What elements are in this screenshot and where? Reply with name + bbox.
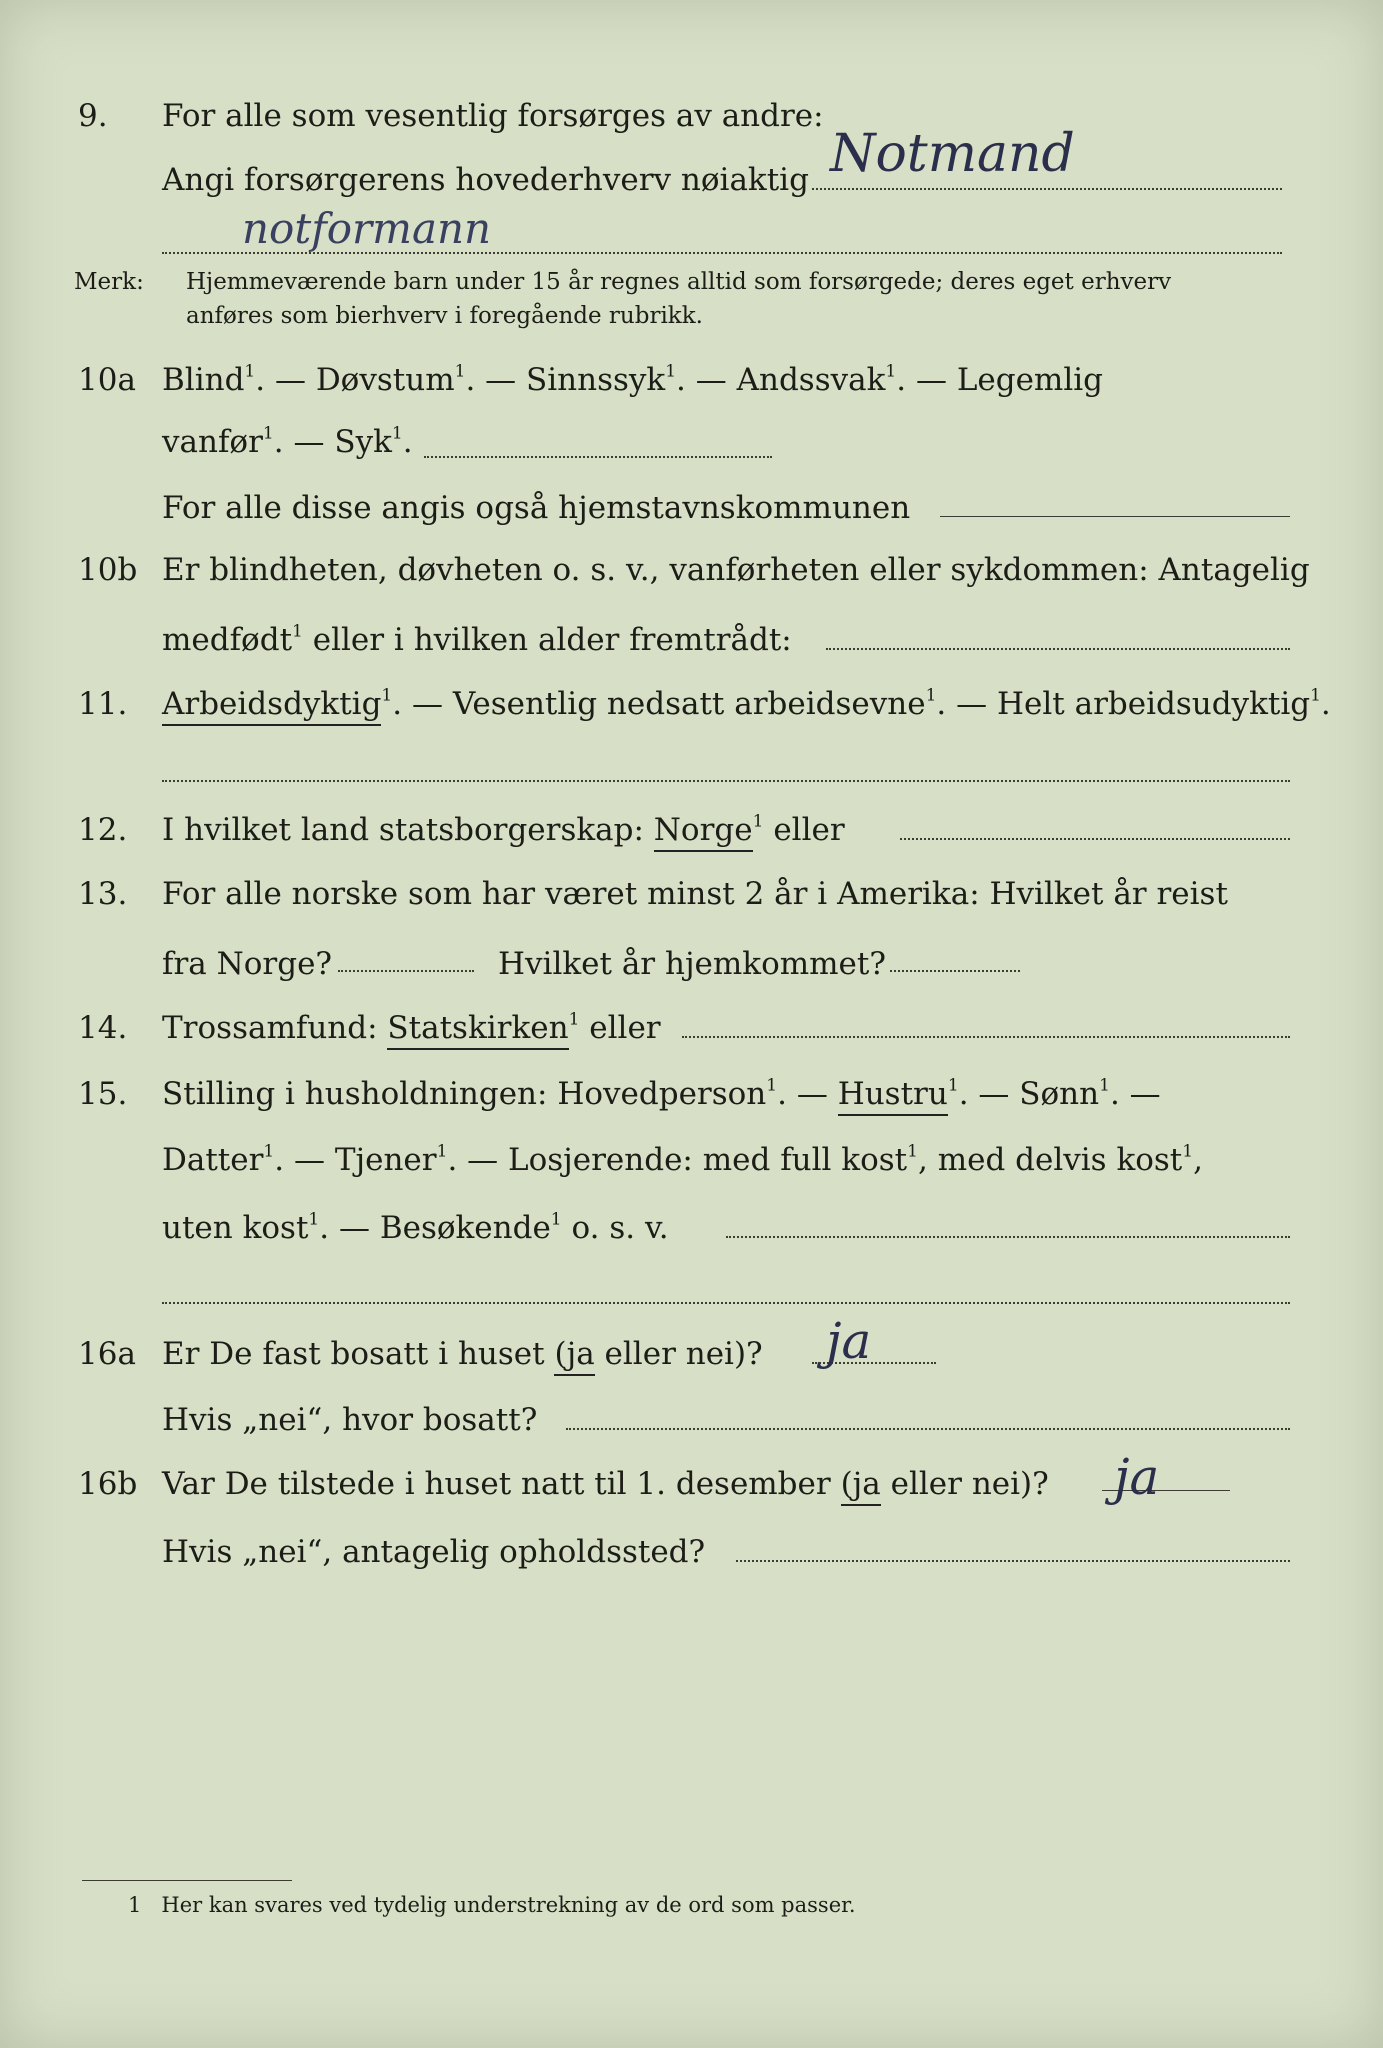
option-hovedperson[interactable]: Hovedperson (557, 1076, 767, 1112)
q15-losjerende: Losjerende: (508, 1142, 693, 1178)
q15-osv: o. s. v. (571, 1210, 669, 1246)
q13-reist-line (338, 970, 474, 972)
merk-row-2 (0, 300, 1383, 350)
option-syk[interactable]: Syk (334, 424, 392, 460)
q12-row: 12. I hvilket land statsborgerskap: Norge$^1$ eller (0, 808, 1383, 858)
option-besokende[interactable]: Besøkende (379, 1210, 551, 1246)
q9-number: 9. (78, 98, 108, 134)
option-blind[interactable]: Blind (162, 362, 245, 398)
q16b-row-1 (0, 1462, 1383, 1512)
option-16a-ja[interactable]: (ja (554, 1336, 594, 1376)
option-statskirken[interactable]: Statskirken (387, 1010, 568, 1050)
option-tjener[interactable]: Tjener (334, 1142, 437, 1178)
q16b-text: Var De tilstede i huset natt til 1. desember (162, 1466, 831, 1502)
q14-answer-line (682, 1036, 1290, 1038)
q9-row-2 (0, 158, 1383, 208)
q16a-row-1 (0, 1332, 1383, 1382)
q14-text: Trossamfund: (162, 1010, 378, 1046)
option-vanfor[interactable]: vanfør (162, 424, 263, 460)
q10a-syk-line (424, 456, 772, 458)
q16a-hvis: Hvis „nei“, hvor bosatt? (162, 1402, 538, 1438)
q15-answer-line-2 (162, 1302, 1290, 1304)
footnote-rule (82, 1880, 292, 1881)
option-delvis-kost[interactable]: med delvis kost (937, 1142, 1183, 1178)
option-sinnssyk[interactable]: Sinnssyk (526, 362, 666, 398)
q10b-answer-line (826, 648, 1290, 650)
q16a-row-2 (0, 1398, 1383, 1448)
q10a-hjemstavn-line (940, 516, 1290, 517)
q10b-line-1: Er blindheten, døvheten o. s. v., vanførheten eller sykdommen: Antagelig (162, 552, 1310, 588)
q13-row-2 (0, 942, 1383, 992)
option-dovstum[interactable]: Døvstum (315, 362, 455, 398)
option-andssvak[interactable]: Andssvak (736, 362, 886, 398)
q11-row: 11. Arbeidsdyktig$^1$. — Vesentlig nedsatt arbeidsevne$^1$. — Helt arbeidsudyktig$^1$. (0, 682, 1383, 732)
q9-row-1 (0, 94, 1383, 144)
option-sonn[interactable]: Sønn (1019, 1076, 1100, 1112)
q14-number: 14. (78, 1010, 128, 1046)
option-uten-kost[interactable]: uten kost (162, 1210, 309, 1246)
q13-number: 13. (78, 876, 128, 912)
option-hustru[interactable]: Hustru (838, 1076, 948, 1116)
q16b-row-2 (0, 1530, 1383, 1580)
q13-row-1 (0, 872, 1383, 922)
footnote (128, 1890, 856, 1920)
q15-row-1: 15. Stilling i husholdningen: Hovedperson$^1$. — Hustru$^1$. — Sønn$^1$. — (0, 1072, 1383, 1122)
q11-number: 11. (78, 686, 128, 722)
q15-row-3: uten kost$^1$. — Besøkende$^1$ o. s. v. (162, 1209, 669, 1246)
q15-number: 15. (78, 1076, 128, 1112)
q9-line-2: Angi forsørgerens hovederhverv nøiaktig (162, 162, 809, 198)
q16a-text: Er De fast bosatt i huset (162, 1336, 545, 1372)
q9-handwritten-answer-1: Notmand (830, 124, 1075, 184)
option-full-kost[interactable]: med full kost (702, 1142, 908, 1178)
q15-row-2: Datter$^1$. — Tjener$^1$. — Losjerende: med full kost$^1$, med delvis kost$^1$, (162, 1141, 1203, 1178)
option-nedsatt[interactable]: Vesentlig nedsatt arbeidsevne (452, 686, 926, 722)
option-16b-ja[interactable]: (ja (841, 1466, 881, 1506)
q12-text: I hvilket land statsborgerskap: (162, 812, 644, 848)
q10a-row-1: 10a Blind$^1$. — Døvstum$^1$. — Sinnssyk$^1$. — Andssvak$^1$. — Legemlig (0, 358, 1383, 408)
q10b-row-2: medfødt$^1$ eller i hvilken alder fremtrådt: (162, 621, 792, 658)
q9-handwritten-answer-2: notformann (242, 204, 492, 253)
footnote-mark: 1 (128, 1893, 142, 1917)
option-udyktig[interactable]: Helt arbeidsudyktig (996, 686, 1311, 722)
q10b-line-2: eller i hvilken alder fremtrådt: (312, 622, 792, 658)
q14-row: 14. Trossamfund: Statskirken$^1$ eller (0, 1006, 1383, 1056)
option-norge[interactable]: Norge (654, 812, 753, 852)
q16a-text-2: eller nei)? (604, 1336, 763, 1372)
q10a-row-2: vanfør$^1$. — Syk$^1$. (162, 423, 413, 460)
q10b-row-1 (0, 548, 1383, 598)
option-legemlig[interactable]: Legemlig (956, 362, 1104, 398)
option-arbeidsdyktig[interactable]: Arbeidsdyktig (162, 686, 381, 726)
q11-answer-line (162, 780, 1290, 782)
q16b-number: 16b (78, 1466, 138, 1502)
q15-answer-line-1 (726, 1236, 1290, 1238)
q12-answer-line (900, 838, 1290, 840)
q16b-hvis: Hvis „nei“, antagelig opholdssted? (162, 1534, 706, 1570)
q10a-row-3 (0, 486, 1383, 536)
q10a-line-3: For alle disse angis også hjemstavnskommunen (162, 490, 911, 526)
q16b-handwritten-answer: ja (1114, 1448, 1160, 1506)
q16a-number: 16a (78, 1336, 136, 1372)
q10a-number: 10a (78, 362, 136, 398)
q10b-number: 10b (78, 552, 138, 588)
q9-line-1: For alle som vesentlig forsørges av andre: (162, 98, 824, 134)
merk-line-2: anføres som bierhverv i foregående rubrikk. (186, 303, 703, 329)
q13-hjemkommet-line (890, 970, 1020, 972)
q16a-bosatt-line (566, 1428, 1290, 1430)
q16b-opholdssted-line (736, 1560, 1290, 1562)
q13-hjemkommet: Hvilket år hjemkommet? (498, 946, 886, 982)
q15-text: Stilling i husholdningen: (162, 1076, 548, 1112)
q13-line-1: For alle norske som har været minst 2 år i Amerika: Hvilket år reist (162, 876, 1228, 912)
q12-eller: eller (773, 812, 845, 848)
q9-answer-line-1 (812, 188, 1282, 190)
q16a-handwritten-answer: ja (826, 1312, 872, 1370)
option-medfodt[interactable]: medfødt (162, 622, 293, 658)
footnote-text: Her kan svares ved tydelig understrekning av de ord som passer. (161, 1893, 856, 1917)
option-datter[interactable]: Datter (162, 1142, 264, 1178)
q16b-text-2: eller nei)? (890, 1466, 1049, 1502)
merk-line-1: Hjemmeværende barn under 15 år regnes alltid som forsørgede; deres eget erhverv (186, 269, 1172, 295)
q13-fra-norge: fra Norge? (162, 946, 333, 982)
q14-eller: eller (589, 1010, 661, 1046)
q12-number: 12. (78, 812, 128, 848)
merk-label: Merk: (74, 269, 144, 295)
